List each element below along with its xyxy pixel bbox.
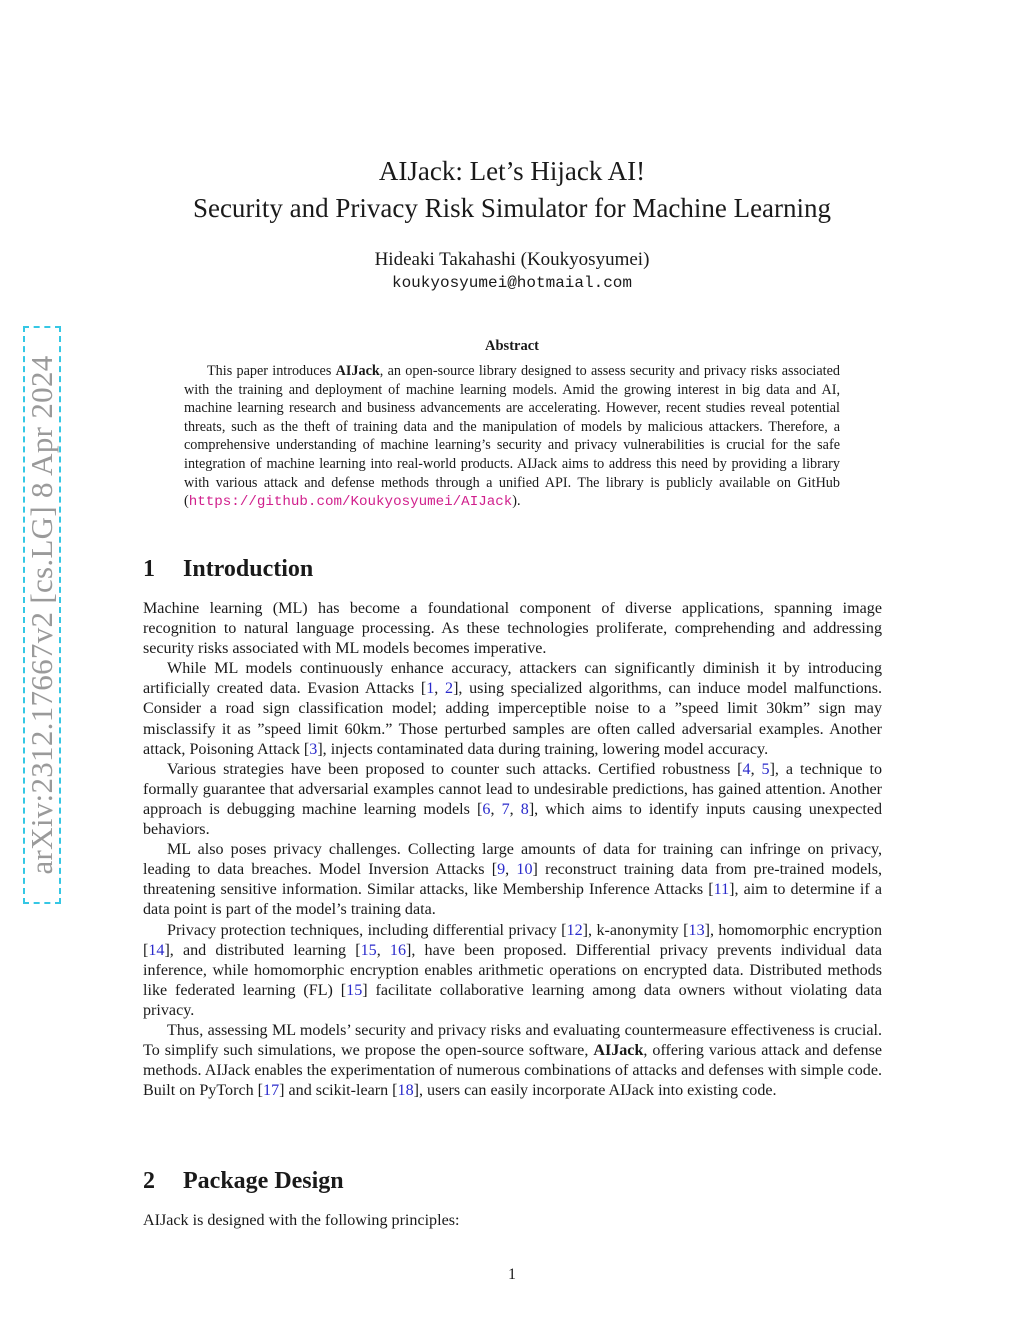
abstract-text bbox=[184, 362, 840, 512]
section-number: 1 bbox=[143, 556, 155, 582]
citation-link[interactable]: 4 bbox=[742, 760, 751, 778]
abstract-heading: Abstract bbox=[485, 338, 539, 354]
paper-title-line-2: Security and Privacy Risk Simulator for Machine Learning bbox=[192, 193, 832, 223]
citation-link[interactable]: 2 bbox=[445, 680, 454, 698]
abstract-body: , an open-source library designed to assess security and privacy risks associated with the training and deployment of machine learning models. Amid the growing interest in big data and AI, machine learning research and business advancements are accelerating. However, recent studies reveal potential threats, such as the theft of training data and the manipulation of models by malicious attackers. Therefore, a comprehensive understanding of machine learning’s security and privacy vulnerabilities is crucial for the safe integration of machine learning into real-world products. AIJack aims to address this need by providing a library with various attack and defense methods through a unified API. The library is publicly available on GitHub ( bbox=[184, 363, 841, 510]
text: ], homomorphic encryption [ bbox=[143, 921, 882, 959]
paper-title-line-1: AIJack: Let’s Hijack AI! bbox=[378, 156, 646, 186]
text: ], which aims to identify inputs causing unexpected behaviors. bbox=[143, 800, 883, 839]
citation-link[interactable]: 18 bbox=[397, 1082, 414, 1100]
github-link[interactable]: https://github.com/Koukyosyumei/AIJack bbox=[188, 494, 513, 511]
text: ], using specialized algorithms, can induce model malfunctions. Consider a road sign classification model; adding imperceptible noise to a ”speed limit 30km” sign may misclassify it as ”speed limit 60km.” Those perturbed samples are often called adversarial examples. Another attack, Poisoning Attack [ bbox=[143, 680, 883, 758]
text: ], a technique to formally guarantee that adversarial examples cannot lead to undesirable predictions, has gained attention. Another approach is debugging machine learning models [ bbox=[143, 760, 882, 818]
text: ] and scikit-learn [ bbox=[279, 1082, 398, 1100]
library-name: AIJack bbox=[335, 363, 380, 379]
citation-link[interactable]: 15 bbox=[346, 981, 363, 999]
citation-link[interactable]: 16 bbox=[389, 941, 406, 959]
text: ] facilitate collaborative learning among data owners without violating data privacy. bbox=[143, 981, 882, 1019]
citation-link[interactable]: 15 bbox=[360, 941, 377, 959]
paragraph bbox=[143, 921, 882, 1021]
citation-link[interactable]: 5 bbox=[761, 760, 770, 778]
text: , bbox=[490, 800, 502, 818]
citation-link[interactable]: 8 bbox=[520, 800, 529, 818]
introduction-body bbox=[143, 599, 882, 1101]
package-design-intro: AIJack is designed with the following principles: bbox=[143, 1212, 460, 1229]
citation-link[interactable]: 13 bbox=[688, 921, 705, 939]
author-email: koukyosyumei@hotmaial.com bbox=[391, 274, 633, 292]
text: Thus, assessing ML models’ security and privacy risks and evaluating countermeasure effectiveness is crucial. To simplify such simulations, we propose the open-source software, bbox=[143, 1021, 882, 1060]
section-title: Package Design bbox=[183, 1168, 344, 1194]
text: ], users can easily incorporate AIJack into existing code. bbox=[413, 1082, 777, 1100]
text: ], injects contaminated data during training, lowering model accuracy. bbox=[317, 740, 769, 758]
citation-link[interactable]: 14 bbox=[148, 941, 165, 959]
citation-link[interactable]: 11 bbox=[713, 881, 730, 899]
paragraph bbox=[143, 1021, 882, 1101]
section-heading-introduction bbox=[143, 556, 313, 583]
citation-link[interactable]: 7 bbox=[501, 800, 510, 818]
text: , offering various attack and defense methods. AIJack enables the experimentation of numerous combinations of attacks and defenses with simple code. Built on PyTorch [ bbox=[143, 1042, 882, 1100]
text: , bbox=[509, 800, 521, 818]
citation-link[interactable]: 12 bbox=[566, 921, 583, 939]
text: , bbox=[376, 941, 390, 959]
paragraph bbox=[143, 840, 882, 920]
citation-link[interactable]: 6 bbox=[482, 800, 491, 818]
citation-link[interactable]: 1 bbox=[426, 680, 435, 698]
arxiv-stamp bbox=[23, 326, 61, 904]
text: , bbox=[505, 861, 517, 879]
abstract-suffix: ). bbox=[512, 493, 521, 510]
paragraph: Machine learning (ML) has become a foundational component of diverse applications, spanning image recognition to natural language processing. As these technologies proliferate, comprehending and addressing security risks associated with ML models becomes imperative. bbox=[143, 600, 882, 658]
citation-link[interactable]: 3 bbox=[309, 740, 318, 758]
text: Various strategies have been proposed to counter such attacks. Certified robustness [ bbox=[167, 760, 743, 778]
paragraph bbox=[143, 659, 882, 759]
text: Privacy protection techniques, including differential privacy [ bbox=[167, 921, 567, 939]
text: ], and distributed learning [ bbox=[164, 941, 361, 959]
section-number: 2 bbox=[143, 1168, 155, 1194]
section-heading-package-design bbox=[143, 1168, 344, 1195]
abstract-prefix: This paper introduces bbox=[207, 363, 336, 379]
text: ], have been proposed. Differential privacy prevents individual data inference, while homomorphic encryption enables arithmetic operations on encrypted data. Distributed methods like federated learning (FL) [ bbox=[143, 941, 883, 999]
citation-link[interactable]: 17 bbox=[263, 1082, 280, 1100]
text: , bbox=[750, 760, 762, 778]
text: , bbox=[434, 680, 446, 698]
text: ] reconstruct training data from pre-trained models, threatening sensitive information. Similar attacks, like Membership Inference Attacks [ bbox=[143, 861, 883, 899]
section-title: Introduction bbox=[183, 556, 314, 582]
library-name: AIJack bbox=[593, 1042, 644, 1060]
page-number: 1 bbox=[508, 1266, 516, 1283]
citation-link[interactable]: 9 bbox=[497, 861, 506, 879]
arxiv-identifier: arXiv:2312.17667v2 [cs.LG] 8 Apr 2024 bbox=[24, 355, 59, 875]
text: While ML models continuously enhance accuracy, attackers can significantly diminish it by introducing artificially created data. Evasion Attacks [ bbox=[143, 660, 882, 698]
author-name: Hideaki Takahashi (Koukyosyumei) bbox=[374, 249, 650, 270]
citation-link[interactable]: 10 bbox=[516, 861, 533, 879]
text: ], aim to determine if a data point is part of the model’s training data. bbox=[143, 881, 883, 919]
paragraph bbox=[143, 760, 882, 840]
text: ML also poses privacy challenges. Collecting large amounts of data for training can infringe on privacy, leading to data breaches. Model Inversion Attacks [ bbox=[143, 841, 882, 879]
text: ], k-anonymity [ bbox=[582, 921, 689, 939]
